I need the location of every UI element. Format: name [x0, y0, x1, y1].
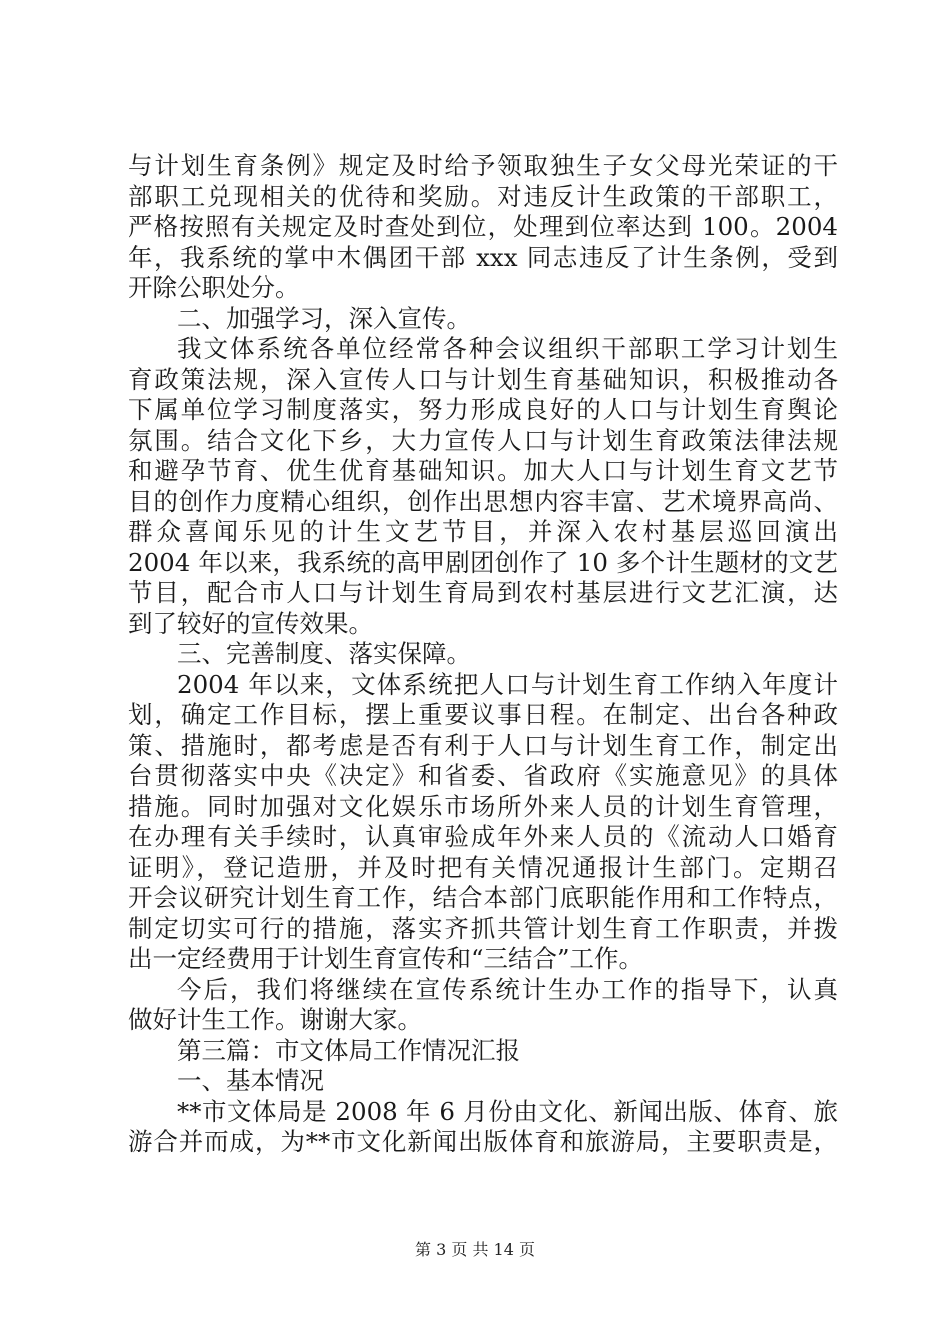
text-line: 和避孕节育、优生优育基础知识。加大人口与计划生育文艺节	[128, 456, 838, 485]
text-line: 证明》，登记造册，并及时把有关情况通报计生部门。定期召	[128, 852, 838, 882]
text-line: 台贯彻落实中央《决定》和省委、省政府《实施意见》的具体	[128, 761, 838, 790]
page-number-footer: 第 3 页 共 14 页	[415, 1240, 535, 1259]
section-heading: 一、基本情况	[177, 1066, 324, 1095]
text-line: 严格按照有关规定及时查处到位，处理到位率达到 100。2004	[128, 212, 838, 241]
text-line: 到了较好的宣传效果。	[128, 608, 373, 638]
chapter-heading: 第三篇：市文体局工作情况汇报	[177, 1035, 520, 1065]
text-line: 2004 年以来，我系统的高甲剧团创作了 10 多个计生题材的文艺	[128, 547, 838, 577]
text-line: 策、措施时，都考虑是否有利于人口与计划生育工作，制定出	[128, 730, 838, 760]
section-heading: 三、完善制度、落实保障。	[177, 639, 471, 668]
text-line: 与计划生育条例》规定及时给予领取独生子女父母光荣证的干	[128, 151, 838, 180]
text-line: 年，我系统的掌中木偶团干部 xxx 同志违反了计生条例，受到	[128, 242, 838, 272]
text-line: 出一定经费用于计划生育宣传和“三结合”工作。	[128, 944, 644, 973]
text-line: 游合并而成，为**市文化新闻出版体育和旅游局，主要职责是，	[128, 1127, 838, 1156]
text-line: 在办理有关手续时，认真审验成年外来人员的《流动人口婚育	[128, 822, 838, 851]
text-line: 开会议研究计划生育工作，结合本部门底职能作用和工作特点，	[128, 883, 838, 912]
text-line: 部职工兑现相关的优待和奖励。对违反计生政策的干部职工，	[128, 181, 838, 211]
text-line: 今后，我们将继续在宣传系统计生办工作的指导下，认真	[177, 974, 838, 1004]
text-line: 做好计生工作。谢谢大家。	[128, 1005, 422, 1034]
text-line: 开除公职处分。	[128, 273, 300, 302]
text-line: 2004 年以来，文体系统把人口与计划生育工作纳入年度计	[177, 669, 838, 699]
text-line: 下属单位学习制度落实，努力形成良好的人口与计划生育舆论	[128, 395, 838, 424]
text-line: 措施。同时加强对文化娱乐市场所外来人员的计划生育管理，	[128, 791, 838, 821]
text-line: **市文体局是 2008 年 6 月份由文化、新闻出版、体育、旅	[177, 1096, 838, 1126]
text-line: 群众喜闻乐见的计生文艺节目，并深入农村基层巡回演出	[128, 517, 838, 546]
text-line: 制定切实可行的措施，落实齐抓共管计划生育工作职责，并拨	[128, 913, 838, 943]
text-line: 我文体系统各单位经常各种会议组织干部职工学习计划生	[177, 334, 838, 363]
text-line: 育政策法规，深入宣传人口与计划生育基础知识，积极推动各	[128, 364, 838, 394]
section-heading: 二、加强学习，深入宣传。	[177, 303, 471, 333]
text-line: 划，确定工作目标，摆上重要议事日程。在制定、出台各种政	[128, 700, 838, 729]
text-line: 节目，配合市人口与计划生育局到农村基层进行文艺汇演，达	[128, 578, 838, 607]
document-body	[128, 151, 838, 1158]
text-line: 氛围。结合文化下乡，大力宣传人口与计划生育政策法律法规	[128, 425, 838, 455]
text-line: 目的创作力度精心组织，创作出思想内容丰富、艺术境界高尚、	[128, 486, 838, 516]
